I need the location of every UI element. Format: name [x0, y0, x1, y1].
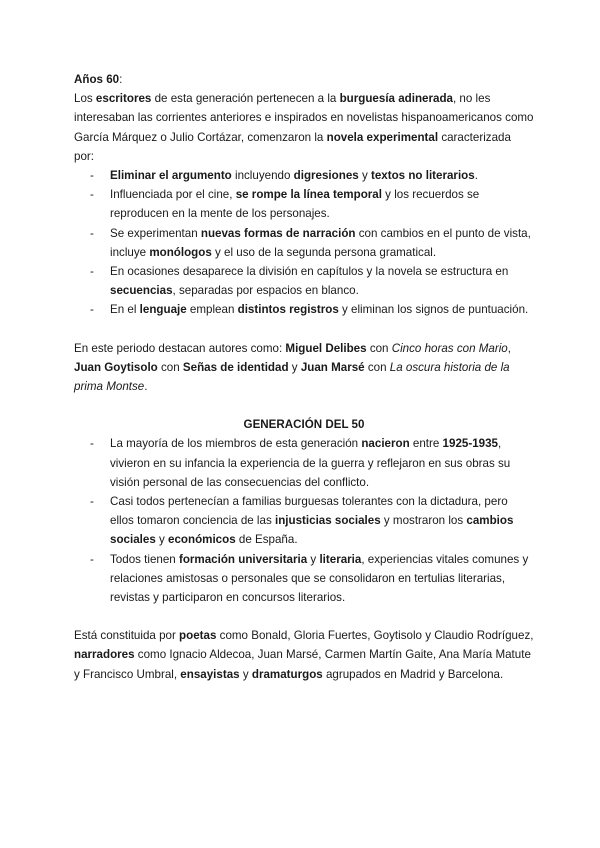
list-item	[110, 224, 534, 262]
bold-text: secuencias	[110, 284, 173, 298]
list-item	[110, 166, 534, 185]
bullet-list	[74, 434, 534, 607]
text-run: incluyendo	[231, 169, 294, 183]
text-run: ,	[507, 341, 511, 355]
text-run: con cambios en el punto de vista, incluye	[110, 226, 531, 259]
paragraph-spacer	[74, 320, 534, 339]
paragraph	[74, 70, 534, 89]
bold-text: económicos	[168, 533, 236, 547]
text-run: , experiencias vitales comunes y relaciones amistosas o personales que se consolidaron en tertulias literarias, revistas y participaron en concursos literarios.	[110, 552, 529, 605]
list-item	[110, 300, 534, 319]
text-run: como Ignacio Aldecoa, Juan Marsé, Carmen Martín Gaite, Ana María Matute y Francisco Umbral,	[74, 648, 531, 681]
text-run: En ocasiones desaparece la división en capítulos y la novela se estructura en	[110, 265, 509, 279]
bold-text: Eliminar el argumento	[110, 169, 232, 183]
bold-text: digresiones	[293, 169, 359, 183]
paragraph	[74, 626, 534, 684]
text-run: y	[155, 533, 169, 547]
text-run: y mostraron los	[380, 514, 467, 528]
bold-text: 1925-1935	[442, 437, 498, 451]
text-run: con	[366, 341, 392, 355]
bold-text: distintos registros	[237, 303, 339, 317]
list-item	[110, 492, 534, 550]
italic-text: La oscura historia de la prima Montse	[74, 360, 510, 394]
document-body	[74, 70, 534, 684]
text-run: como Bonald, Gloria Fuertes, Goytisolo y Claudio Rodríguez,	[216, 629, 534, 643]
bold-text: burguesía adinerada	[339, 92, 453, 106]
bold-text: ensayistas	[180, 667, 240, 681]
bold-text: novela experimental	[326, 130, 439, 144]
text-run: con	[157, 360, 183, 374]
text-run: y	[239, 667, 252, 681]
paragraph	[74, 89, 534, 166]
text-run: La mayoría de los miembros de esta generación	[110, 437, 362, 451]
bullet-list	[74, 166, 534, 320]
bold-text: textos no literarios	[370, 169, 475, 183]
text-run: Todos tienen	[110, 552, 179, 566]
text-run: En el	[110, 303, 140, 317]
text-run: y	[358, 169, 371, 183]
text-run: entre	[409, 437, 443, 451]
bold-text: Juan Goytisolo	[74, 360, 158, 374]
paragraph	[74, 339, 534, 397]
text-run: de esta generación pertenecen a la	[151, 92, 340, 106]
text-run: Se experimentan	[110, 226, 201, 240]
text-run: Los	[74, 92, 96, 106]
paragraph-spacer	[74, 396, 534, 415]
text-run: :	[119, 73, 123, 86]
bold-text: formación universitaria	[178, 552, 308, 566]
text-run: , no les interesaban las corrientes anteriores e inspirados en novelistas hispanoamericanos como García Márquez o Julio Cortázar, comenzaron la	[74, 92, 534, 144]
bold-text: nacieron	[361, 437, 410, 451]
bold-text: Miguel Delibes	[285, 341, 367, 355]
italic-text: Cinco horas con Mario	[391, 341, 508, 355]
text-run: y eliminan los signos de puntuación.	[338, 303, 529, 317]
text-run: agrupados en Madrid y Barcelona.	[322, 667, 504, 681]
bold-text: escritores	[95, 92, 152, 106]
text-run: Casi todos pertenecían a familias burguesas tolerantes con la dictadura, pero ellos tomaron conciencia de las	[110, 495, 508, 528]
text-run: de España.	[235, 533, 298, 547]
text-run: emplean	[186, 303, 238, 317]
bold-text: Señas de identidad	[182, 360, 289, 374]
bold-text: lenguaje	[139, 303, 187, 317]
bold-text: cambios sociales	[110, 514, 514, 547]
bold-text: literaria	[319, 552, 362, 566]
list-item	[110, 262, 534, 300]
text-run: Influenciada por el cine,	[110, 188, 236, 202]
bold-text: poetas	[179, 629, 217, 643]
text-run: y los recuerdos se reproducen en la mente de los personajes.	[110, 188, 480, 221]
section-heading	[74, 415, 534, 434]
text-run: Está constituida por	[74, 629, 180, 643]
text-run: , separadas por espacios en blanco.	[172, 284, 359, 298]
text-run: En este periodo destacan autores como:	[74, 341, 286, 355]
bold-text: Juan Marsé	[300, 360, 365, 374]
paragraph-spacer	[74, 607, 534, 626]
bold-text: Años 60	[74, 73, 120, 86]
text-run: y	[288, 360, 301, 374]
list-item	[110, 550, 534, 608]
list-item	[110, 185, 534, 223]
bold-text: dramaturgos	[251, 667, 323, 681]
text-run: caracterizada por:	[74, 130, 511, 163]
text-run: con	[364, 360, 390, 374]
text-run: y	[307, 552, 320, 566]
bold-text: injusticias sociales	[274, 514, 381, 528]
text-run: y el uso de la segunda persona gramatical.	[211, 245, 437, 259]
text-run: .	[474, 169, 478, 183]
bold-text: monólogos	[149, 245, 212, 259]
text-run: .	[144, 380, 148, 394]
bold-text: nuevas formas de narración	[200, 226, 356, 240]
bold-text: narradores	[74, 648, 135, 662]
list-item	[110, 434, 534, 492]
bold-text: GENERACIÓN DEL 50	[243, 418, 365, 432]
text-run: , vivieron en su infancia la experiencia de la guerra y reflejaron en sus obras su visión personal de las consecuencias del conflicto.	[110, 437, 511, 489]
bold-text: se rompe la línea temporal	[235, 188, 382, 202]
